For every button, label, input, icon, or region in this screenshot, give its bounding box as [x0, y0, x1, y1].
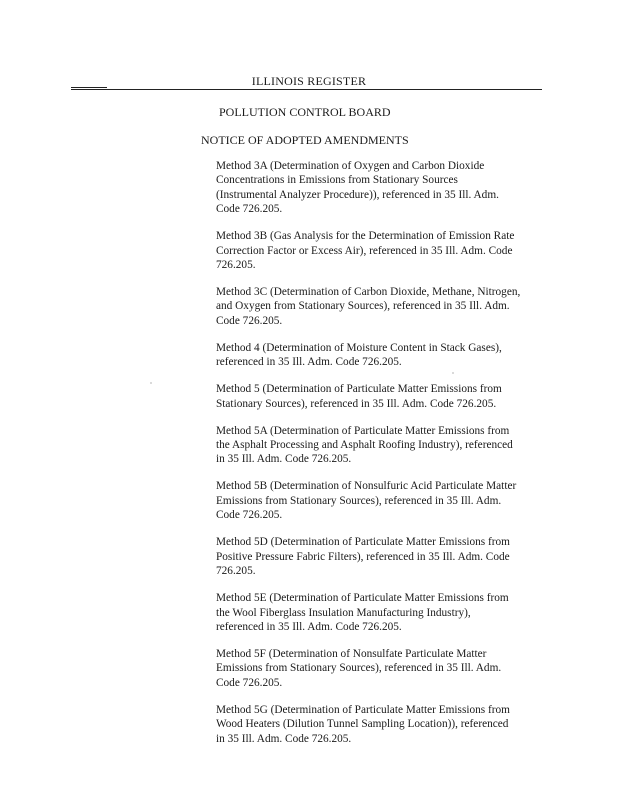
method-paragraph — [216, 382, 546, 411]
method-paragraph — [216, 424, 546, 467]
method-line: Code 726.205. — [216, 676, 283, 689]
method-paragraph — [216, 341, 546, 370]
method-line: Method 4 (Determination of Moisture Content in Stack Gases), — [216, 341, 502, 354]
scan-speck — [452, 372, 454, 374]
method-paragraph — [216, 159, 546, 217]
method-line: Method 5A (Determination of Particulate Matter Emissions from — [216, 424, 510, 437]
method-line: in 35 Ill. Adm. Code 726.205. — [216, 732, 352, 745]
method-line: the Asphalt Processing and Asphalt Roofing Industry), referenced — [216, 439, 513, 452]
method-line: Method 5G (Determination of Particulate Matter Emissions from — [216, 703, 510, 716]
method-line: Method 3C (Determination of Carbon Dioxide, Methane, Nitrogen, — [216, 286, 521, 299]
method-paragraph — [216, 591, 546, 634]
method-line: the Wool Fiberglass Insulation Manufacturing Industry), — [216, 606, 471, 619]
method-line: referenced in 35 Ill. Adm. Code 726.205. — [216, 620, 402, 633]
method-paragraph — [216, 535, 546, 578]
board-name: POLLUTION CONTROL BOARD — [219, 105, 391, 119]
method-line: Code 726.205. — [216, 509, 283, 522]
method-line: 726.205. — [216, 259, 256, 272]
method-line: Correction Factor or Excess Air), referenced in 35 Ill. Adm. Code — [216, 244, 513, 257]
method-paragraph — [216, 479, 546, 522]
method-paragraph — [216, 703, 546, 746]
method-line: Method 5F (Determination of Nonsulfate Particulate Matter — [216, 647, 487, 660]
header-rule-mark — [71, 87, 107, 88]
method-line: Code 726.205. — [216, 314, 283, 327]
method-line: (Instrumental Analyzer Procedure)), referenced in 35 Ill. Adm. — [216, 188, 499, 201]
method-line: in 35 Ill. Adm. Code 726.205. — [216, 453, 352, 466]
method-line: Code 726.205. — [216, 203, 283, 216]
method-line: Emissions from Stationary Sources), referenced in 35 Ill. Adm. — [216, 662, 502, 675]
method-list — [216, 159, 546, 759]
method-line: 726.205. — [216, 565, 256, 578]
method-line: Concentrations in Emissions from Stationary Sources — [216, 174, 458, 187]
scan-speck — [150, 382, 152, 384]
notice-title: NOTICE OF ADOPTED AMENDMENTS — [201, 133, 409, 147]
method-line: Method 3B (Gas Analysis for the Determination of Emission Rate — [216, 230, 515, 243]
method-paragraph — [216, 229, 546, 272]
method-line: Positive Pressure Fabric Filters), referenced in 35 Ill. Adm. Code — [216, 550, 510, 563]
method-line: Method 5 (Determination of Particulate Matter Emissions from — [216, 383, 502, 396]
method-line: Method 5B (Determination of Nonsulfuric Acid Particulate Matter — [216, 480, 517, 493]
method-paragraph — [216, 647, 546, 690]
method-line: Stationary Sources), referenced in 35 Ill. Adm. Code 726.205. — [216, 397, 497, 410]
method-line: Method 5E (Determination of Particulate Matter Emissions from — [216, 592, 509, 605]
method-paragraph — [216, 285, 546, 328]
register-title: ILLINOIS REGISTER — [251, 74, 367, 88]
method-line: Wood Heaters (Dilution Tunnel Sampling Location)), referenced — [216, 718, 509, 731]
method-line: and Oxygen from Stationary Sources), referenced in 35 Ill. Adm. — [216, 300, 510, 313]
method-line: Method 3A (Determination of Oxygen and Carbon Dioxide — [216, 160, 485, 172]
header-rule — [71, 89, 542, 90]
method-line: Emissions from Stationary Sources), referenced in 35 Ill. Adm. — [216, 494, 502, 507]
method-line: Method 5D (Determination of Particulate Matter Emissions from — [216, 536, 510, 549]
method-line: referenced in 35 Ill. Adm. Code 726.205. — [216, 356, 402, 369]
